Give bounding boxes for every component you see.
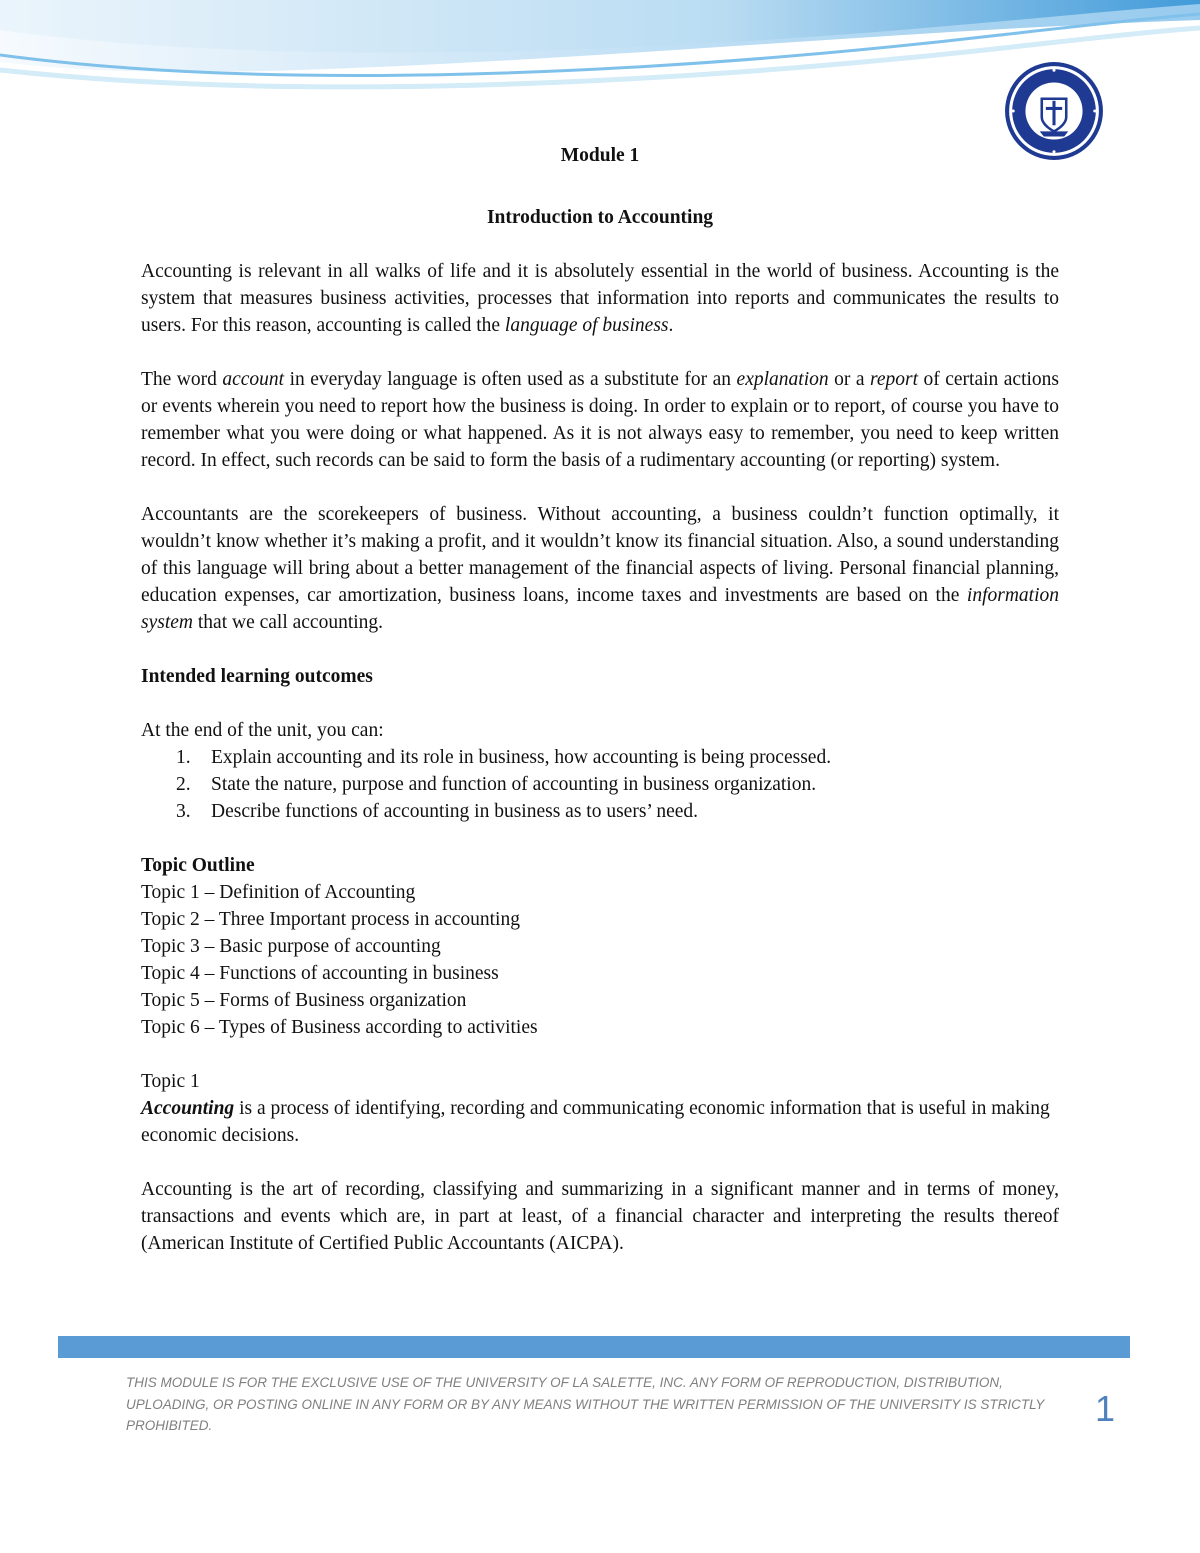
outline-item: Topic 3 – Basic purpose of accounting (141, 936, 441, 957)
topic1-term: Accounting (141, 1098, 235, 1119)
intro-p2-italic-account: account (222, 369, 285, 390)
list-item (141, 744, 1059, 771)
intro-p1-italic: language of business (504, 315, 669, 336)
list-item-number: 2. (176, 774, 191, 795)
outline-item: Topic 2 – Three Important process in accounting (141, 909, 520, 930)
outcomes-lead: At the end of the unit, you can: (141, 720, 384, 741)
module-number-title: Module 1 (560, 145, 640, 166)
intro-p2-text-c: or a (828, 369, 870, 390)
list-item (141, 798, 1059, 825)
topic1-def1-text: is a process of identifying, recording and communicating economic information that is useful in making economic decisions. (141, 1098, 1050, 1146)
module-content (141, 138, 1059, 1257)
module-subtitle: Introduction to Accounting (486, 207, 714, 228)
intro-p1-text: Accounting is relevant in all walks of life and it is absolutely essential in the world of business. Accounting is the system that measures business activities, processes that information into reports and communicates the results to users. For this reason, accounting is called the (141, 261, 1059, 336)
intro-p3-italic: information system (141, 585, 1059, 633)
topic1-label: Topic 1 (141, 1071, 200, 1092)
outcomes-heading: Intended learning outcomes (141, 666, 373, 687)
footer-bar (58, 1336, 1130, 1358)
footer-copyright-notice: THIS MODULE IS FOR THE EXCLUSIVE USE OF THE UNIVERSITY OF LA SALETTE, INC. ANY FORM OF REPRODUCTION, DISTRIBUTION, UPLOADING, OR POSTING ONLINE IN ANY FORM OR BY ANY MEANS WITHOUT THE WRITTEN PERMISSION OF THE UNIVERSITY IS STRICTLY PROHIBITED. (126, 1375, 1045, 1433)
intro-paragraph-3 (141, 501, 1059, 636)
intro-p2-text-a: The word (141, 369, 223, 390)
intro-paragraph-1 (141, 258, 1059, 339)
outline-item: Topic 4 – Functions of accounting in business (141, 963, 499, 984)
page-number: 1 (1095, 1388, 1116, 1429)
list-item-text: State the nature, purpose and function of accounting in business organization. (211, 774, 817, 795)
intro-p1-end: . (668, 315, 674, 336)
topic-outline-heading: Topic Outline (141, 855, 255, 876)
intro-p3-text-a: Accountants are the scorekeepers of business. Without accounting, a business couldn’t function optimally, it wouldn’t know whether it’s making a profit, and it wouldn’t know its financial situation. Also, a sound understanding of this language will bring about a better management of the financial aspects of living. Personal financial planning, education expenses, car amortization, business loans, income taxes and investments are based on the (141, 504, 1059, 606)
outline-item: Topic 6 – Types of Business according to activities (141, 1017, 538, 1038)
list-item-number: 1. (176, 747, 191, 768)
outline-item: Topic 5 – Forms of Business organization (141, 990, 467, 1011)
outcomes-list (141, 744, 1059, 825)
intro-p2-italic-explanation: explanation (736, 369, 829, 390)
intro-p2-text-d: of certain actions or events wherein you need to report how the business is doing. In order to explain or to report, of course you have to remember what you were doing or what happened. As it is not always easy to remember, you need to keep written record. In effect, such records can be said to form the basis of a rudimentary accounting (or reporting) system. (141, 369, 1059, 471)
topic-outline (141, 852, 1059, 1041)
topic1-definition-2: Accounting is the art of recording, classifying and summarizing in a significant manner and in terms of money, transactions and events which are, in part at least, of a financial character and interpreting the results thereof (American Institute of Certified Public Accountants (AICPA). (141, 1179, 1059, 1254)
intro-p3-text-b: that we call accounting. (193, 612, 384, 633)
list-item-text: Describe functions of accounting in business as to users’ need. (211, 801, 699, 822)
topic1-definition-1 (141, 1095, 1059, 1149)
outline-item: Topic 1 – Definition of Accounting (141, 882, 416, 903)
intro-p2-italic-report: report (869, 369, 919, 390)
intro-p2-text-b: in everyday language is often used as a substitute for an (284, 369, 737, 390)
list-item-text: Explain accounting and its role in business, how accounting is being processed. (211, 747, 832, 768)
list-item (141, 771, 1059, 798)
list-item-number: 3. (176, 801, 191, 822)
intro-paragraph-2 (141, 366, 1059, 474)
